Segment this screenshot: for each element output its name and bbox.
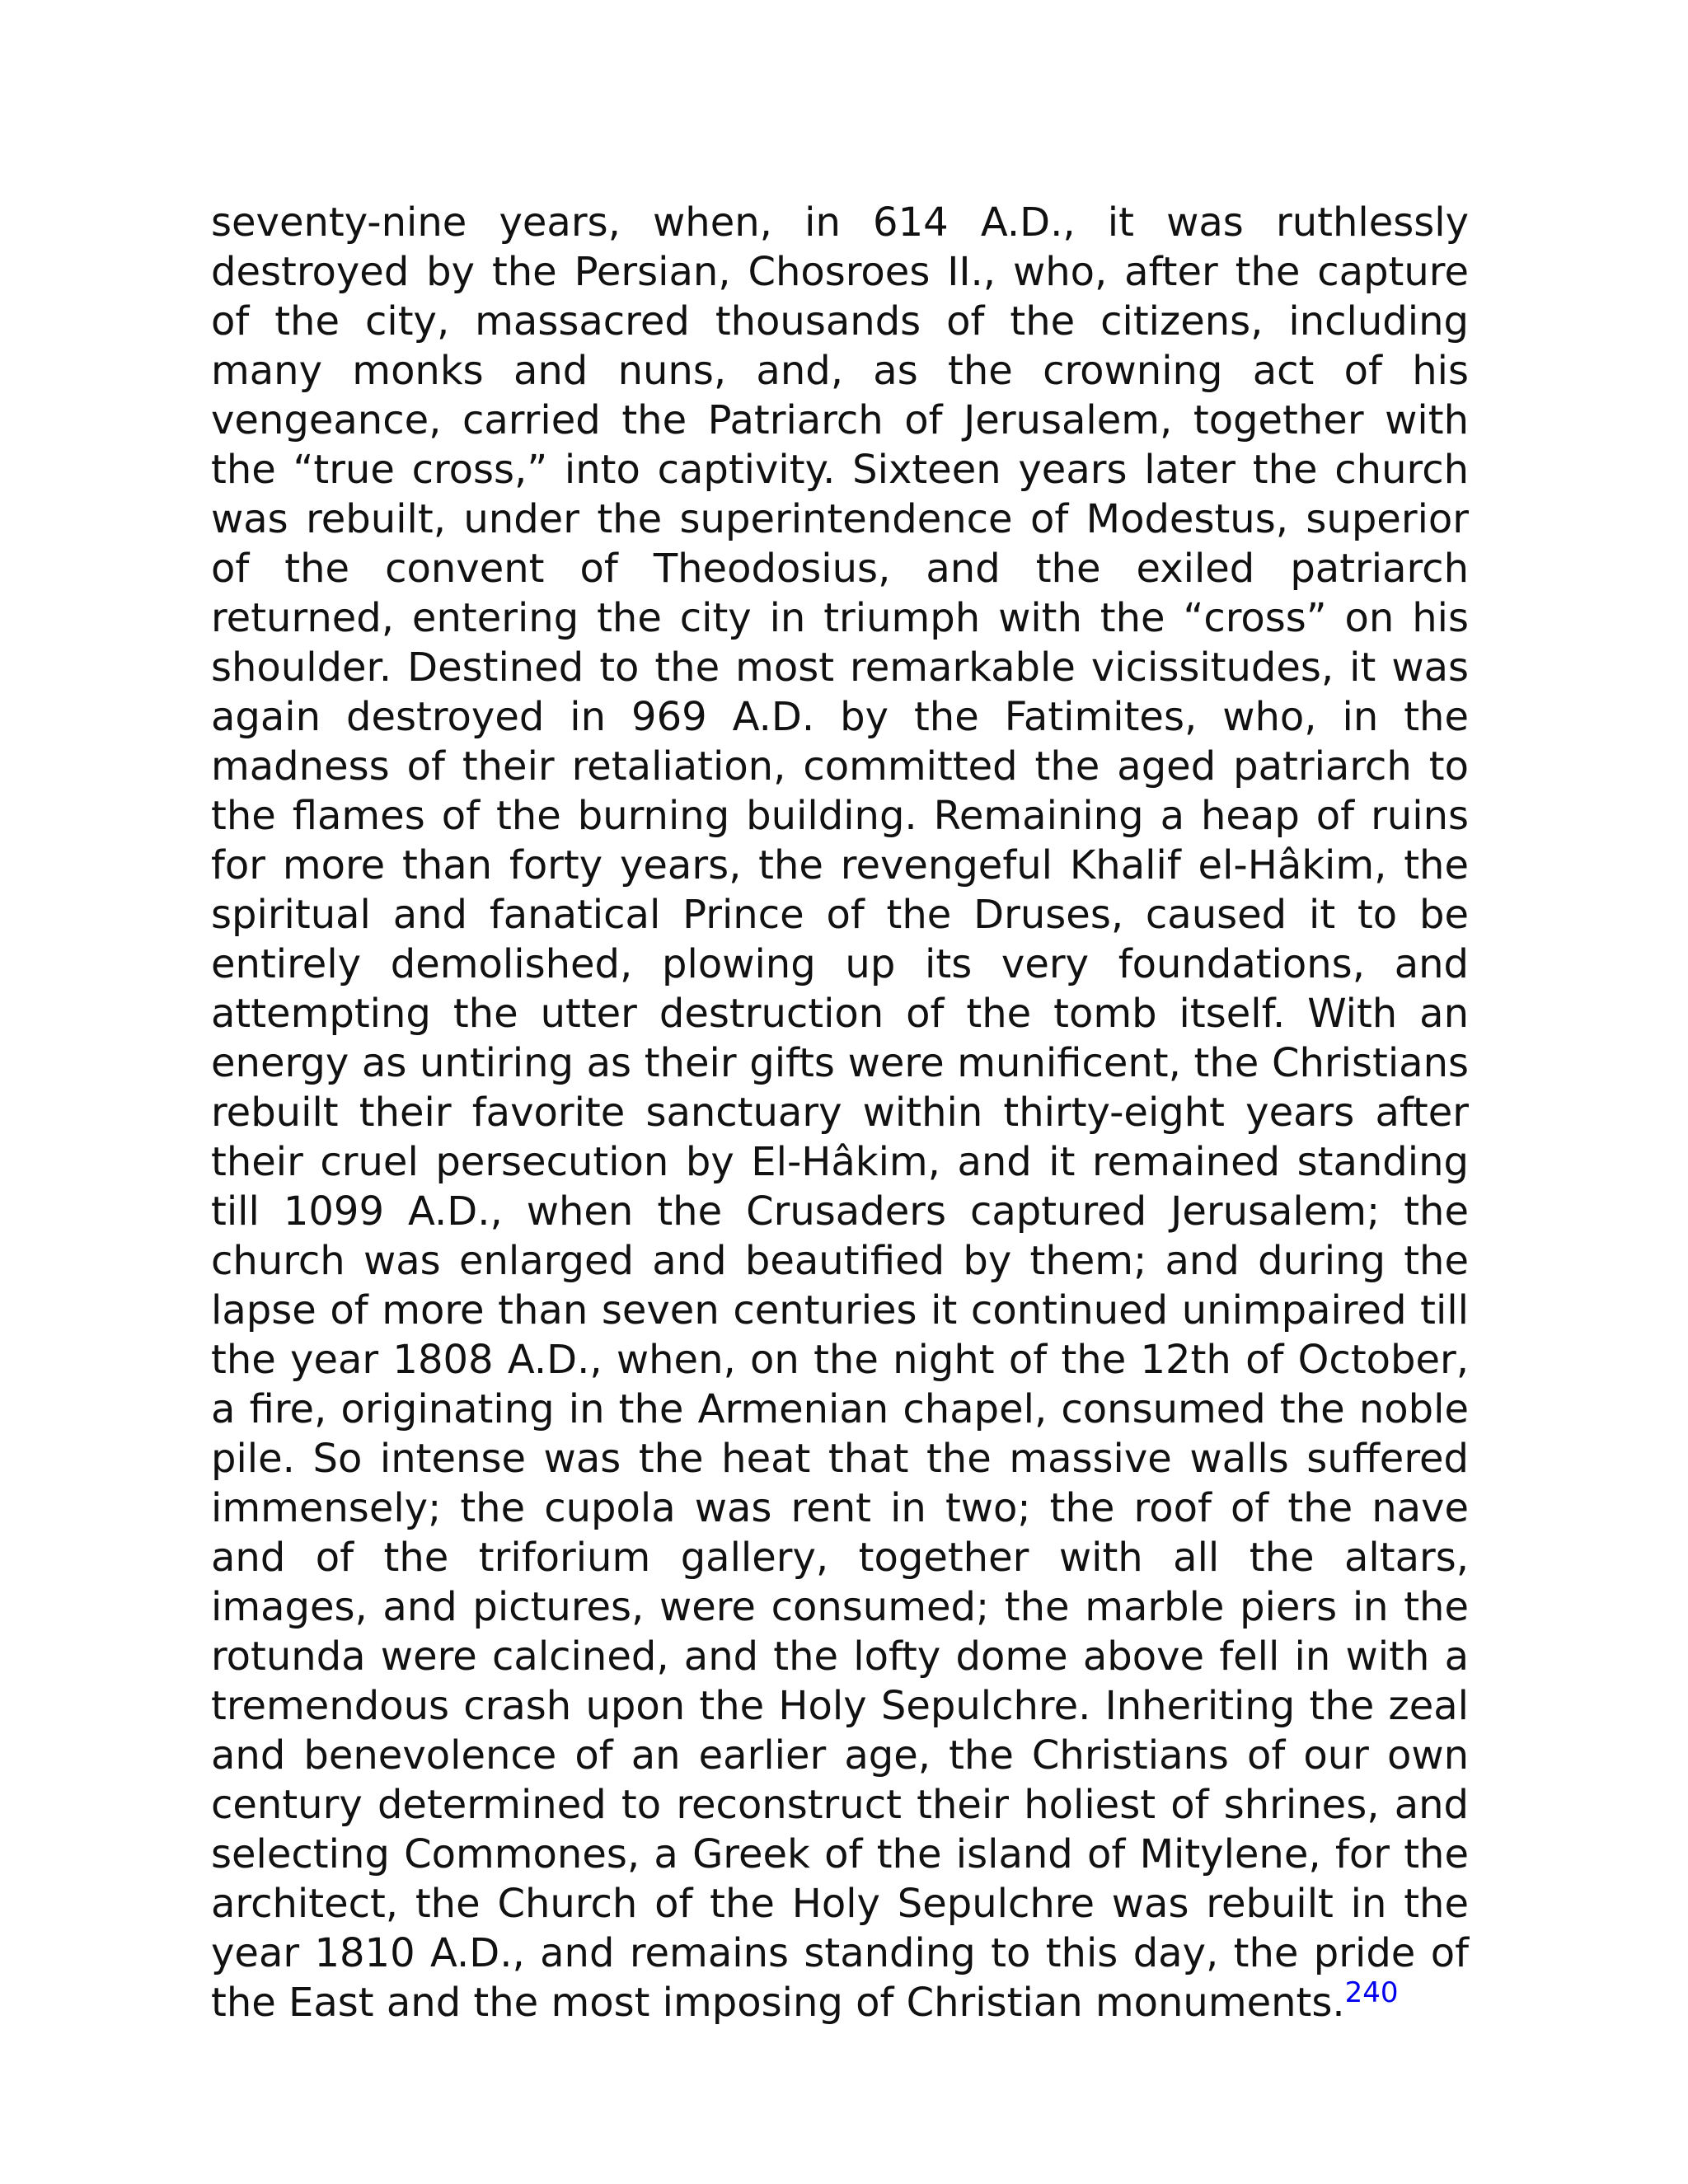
- paragraph: [211, 198, 1469, 2027]
- body-text-block: [211, 198, 1469, 2027]
- paragraph-text: seventy-nine years, when, in 614 A.D., it was ruthlessly destroyed by the Persian, Chosroes II., who, after the capture of the city, massacred thousands of the citizens, including many monks and nuns, and, as the crowning act of his vengeance, carried the Patriarch of Jerusalem, together with the “true cross,” into captivity. Sixteen years later the church was rebuilt, under the superintendence of Modestus, superior of the convent of Theodosius, and the exiled patriarch returned, entering the city in triumph with the “cross” on his shoulder. Destined to the most remarkable vicissitudes, it was again destroyed in 969 A.D. by the Fatimites, who, in the madness of their retaliation, committed the aged patriarch to the flames of the burning building. Remaining a heap of ruins for more than forty years, the revengeful Khalif el-Hâkim, the spiritual and fanatical Prince of the Druses, caused it to be entirely demolished, plowing up its very foundations, and attempting the utter destruction of the tomb itself. With an energy as untiring as their gifts were munificent, the Christians rebuilt their favorite sanctuary within thirty-eight years after their cruel persecution by El-Hâkim, and it remained standing till 1099 A.D., when the Crusaders captured Jerusalem; the church was enlarged and beautified by them; and during the lapse of more than seven centuries it continued unimpaired till the year 1808 A.D., when, on the night of the 12th of October, a fire, originating in the Armenian chapel, consumed the noble pile. So intense was the heat that the massive walls suffered immensely; the cupola was rent in two; the roof of the nave and of the triforium gallery, together with all the altars, images, and pictures, were consumed; the marble piers in the rotunda were calcined, and the lofty dome above fell in with a tremendous crash upon the Holy Sepulchre. Inheriting the zeal and benevolence of an earlier age, the Christians of our own century determined to reconstruct their holiest of shrines, and selecting Commones, a Greek of the island of Mitylene, for the architect, the Church of the Holy Sepulchre was rebuilt in the year 1810 A.D., and remains standing to this day, the pride of the East and the most imposing of Christian monuments.: [211, 199, 1469, 2026]
- footnote-reference-link[interactable]: 240: [1344, 1976, 1399, 2009]
